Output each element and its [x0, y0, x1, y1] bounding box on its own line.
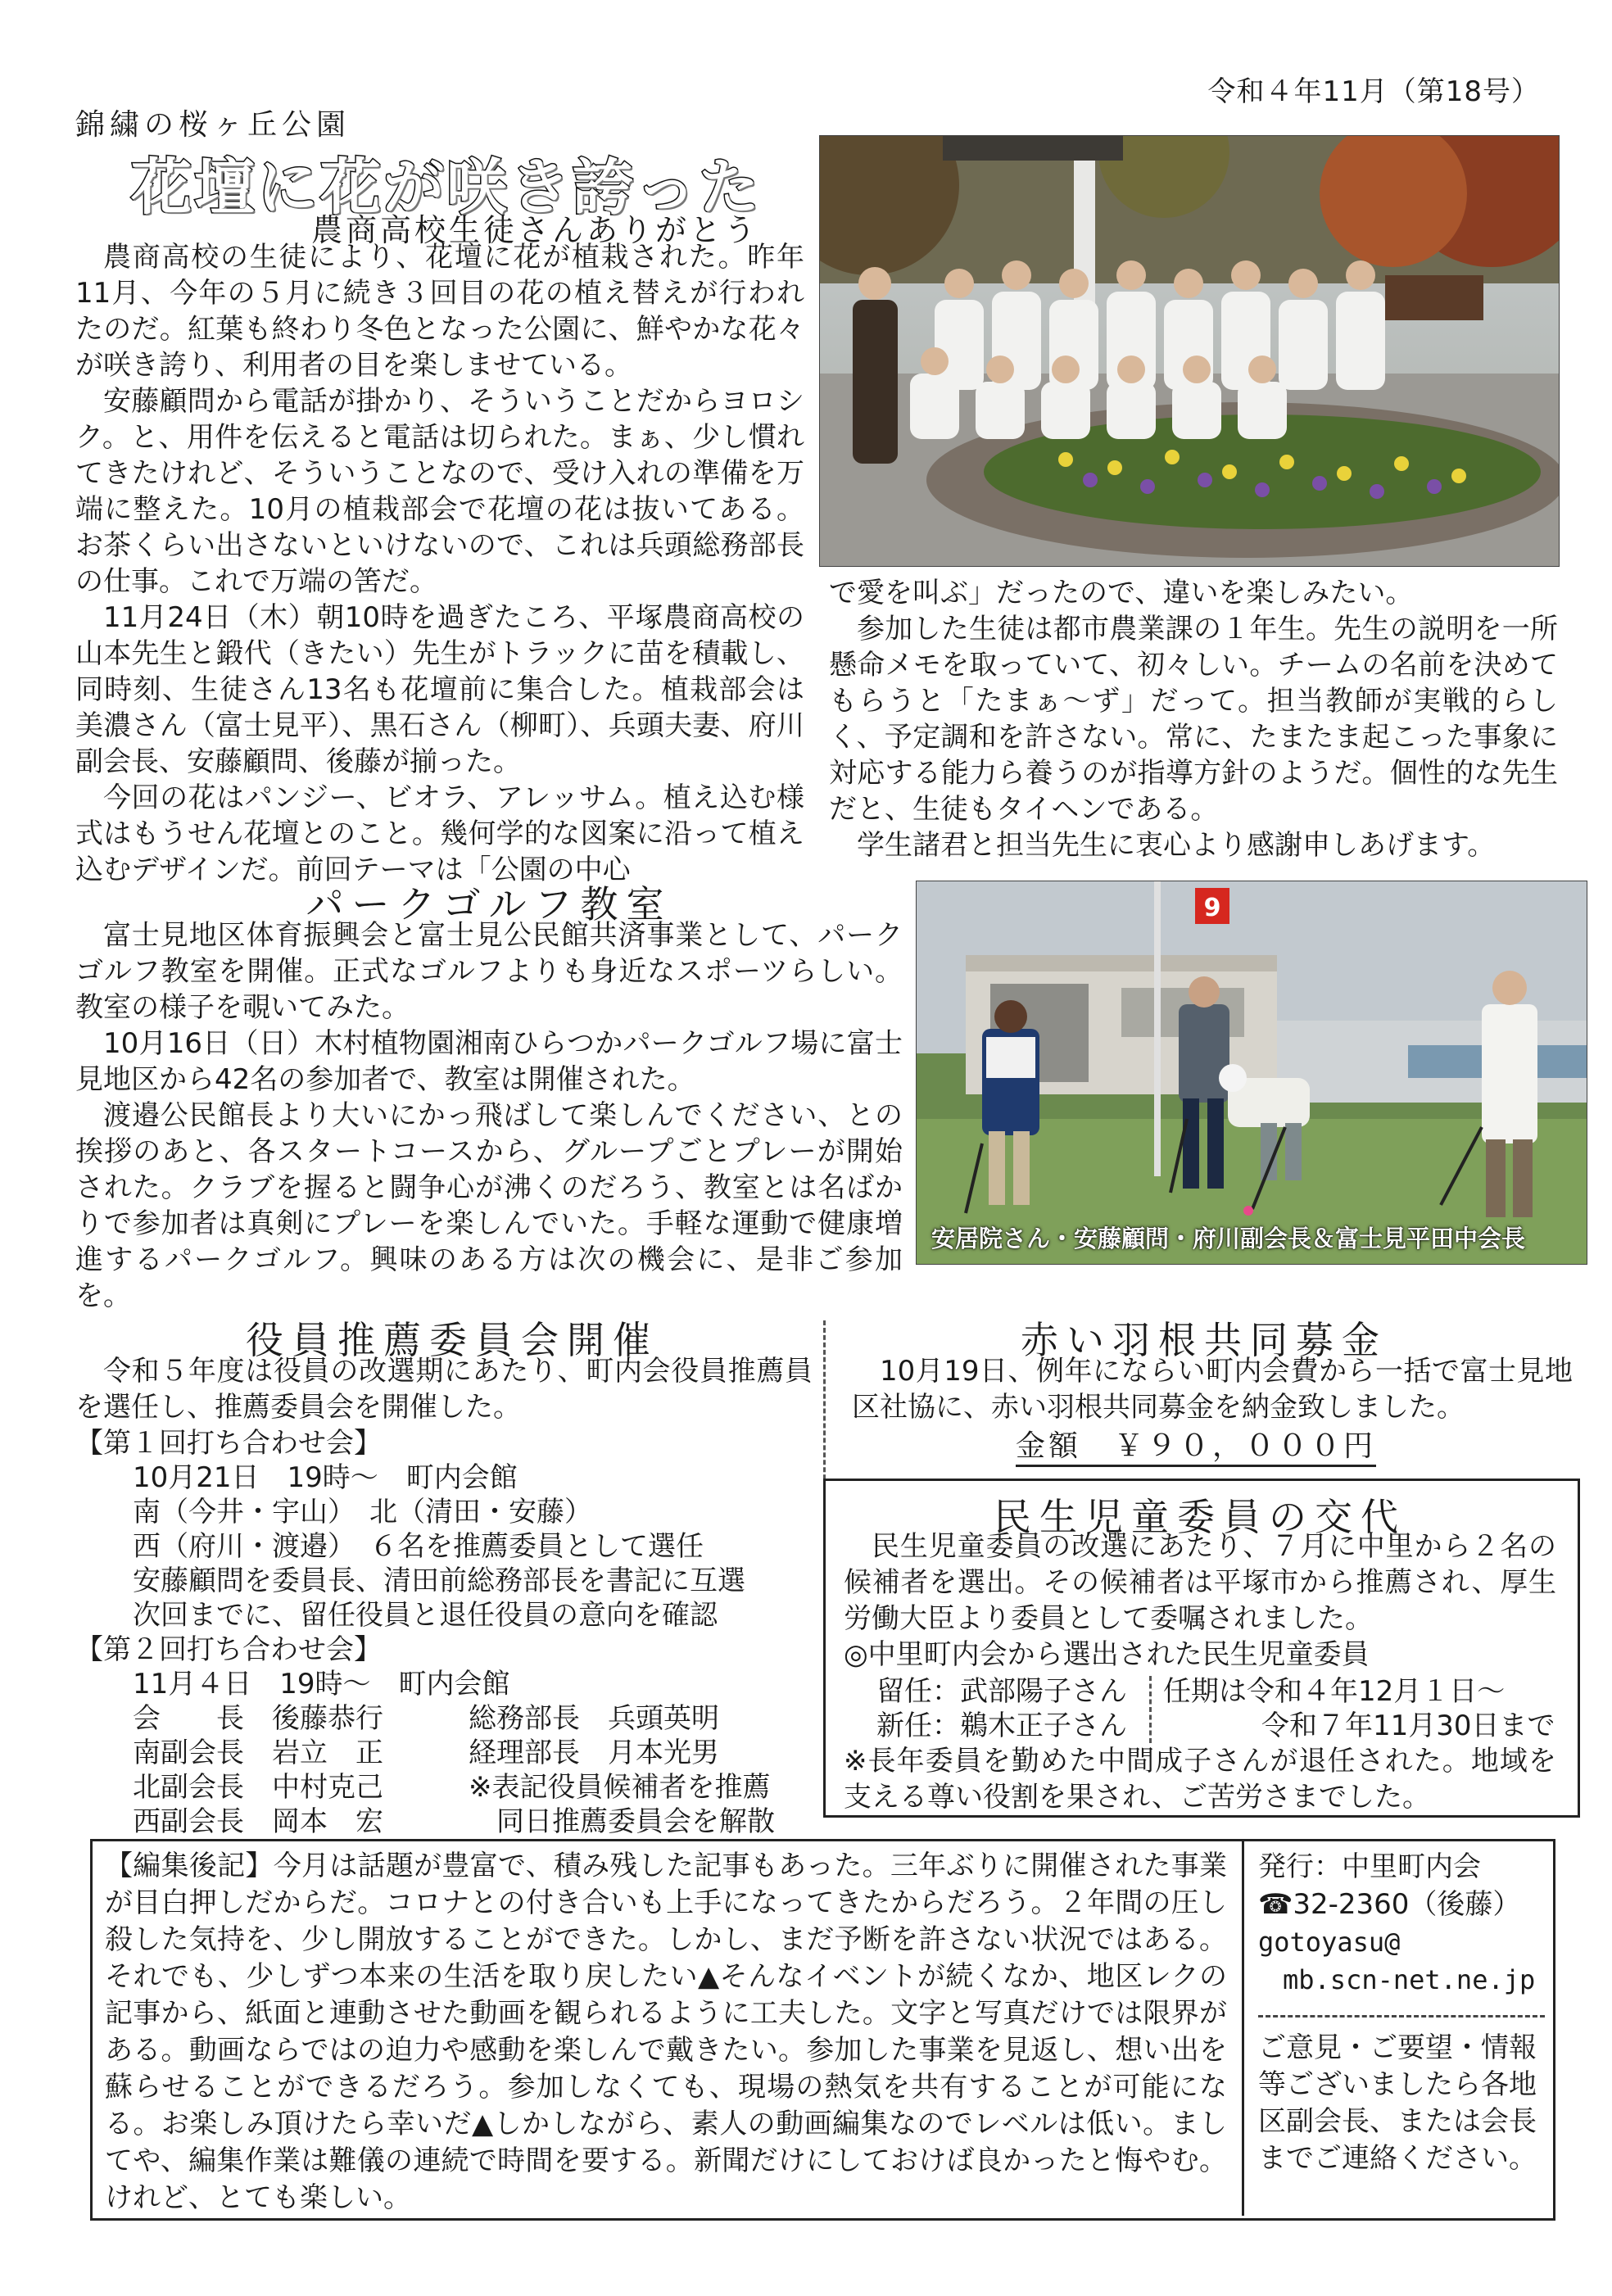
commissioner-retained: 留任：武部陽子さん	[876, 1675, 1127, 1708]
article1-paragraph: 今回の花はパンジー、ビオラ、アレッサム。植え込む様式はもうせん花壇とのこと。幾何学的な図案に沿って植え込むデザインだ。前回テーマは「公園の中心	[75, 781, 804, 886]
flag-number: 9	[1203, 894, 1221, 922]
commissioner-new: 新任：鵜木正子さん	[876, 1710, 1127, 1742]
article1-paragraph: 11月24日（木）朝10時を過ぎたころ、平塚農商高校の山本先生と鍛代（きたい）先生がトラックに苗を積載し、同時刻、生徒さん13名も花壇前に集合した。植栽部会は美濃さん（富士見平）、黒石さん（柳町）、兵頭夫妻、府川副会長、安藤顧問、後藤が揃った。	[75, 601, 804, 778]
term-info	[1163, 1674, 1564, 1743]
officer-entry: ※表記役員候補者を推薦	[469, 1771, 771, 1804]
article1-paragraph: 安藤顧問から電話が掛かり、そういうことだからヨロシク。と、用件を伝えると電話は切られた。まぁ、少し慣れてきたけれど、そういうことなので、受け入れの準備を万端に整えた。10月の植栽部会で花壇の花は抜いてある。お茶くらい出さないといけないので、これは兵頭総務部長の仕事。これで万端の筈だ。	[75, 385, 804, 598]
donation-amount: 金額 ￥９０，０００円	[1016, 1423, 1376, 1467]
park-golf-photo-graphic	[917, 881, 1587, 1264]
officers-left	[133, 1701, 485, 1839]
article3-title: 役員推薦委員会開催	[246, 1318, 659, 1362]
publisher-issuer: 発行：中里町内会	[1258, 1850, 1481, 1883]
flower-bed-photo	[819, 135, 1560, 567]
officer-entry: 西副会長 岡本 宏	[133, 1805, 383, 1838]
officer-entry: 同日推薦委員会を解散	[469, 1805, 775, 1838]
article3-intro-text: 令和５年度は役員の改選期にあたり、町内会役員推薦員を選任し、推薦委員会を開催した。	[75, 1355, 813, 1424]
park-golf-photo	[916, 881, 1587, 1265]
meeting2-line: 11月４日 19時～ 町内会館	[133, 1668, 510, 1700]
article2-title: パークゴルフ教室	[306, 882, 672, 926]
officer-entry: 南副会長 岩立 正	[133, 1737, 383, 1769]
article1-subhead: 農商高校生徒さんありがとう	[311, 212, 759, 248]
article4-column	[852, 1353, 1573, 1425]
article1-headline: 花壇に花が咲き誇った	[131, 152, 762, 223]
article1-kicker: 錦繍の桜ヶ丘公園	[75, 108, 351, 142]
article5-subheading: ◎中里町内会から選出された民生児童委員	[844, 1638, 1370, 1671]
officer-entry: 会 長 後藤恭行	[133, 1702, 383, 1735]
article1-left-column	[75, 239, 804, 888]
editorial-text: 今月は話題が豊富で、積み残した記事もあった。三年ぶりに開催された事業が目白押しだからだ。コロナとの付き合いも上手になってきたからだろう。２年間の圧し殺した気持を、少し開放することができた。しかし、まだ予断を許さない状況ではある。それでも、少しずつ本来の生活を取り戻したい▲そんなイベントが続くなか、地区レクの記事から、紙面と連動させた動画を観られるように工夫した。文字と写真だけでは限界がある。動画ならではの迫力や感動を楽しんで戴きたい。参加した事業を見返し、想い出を蘇らせることができるだろう。参加しなくても、現場の熱気を共有することが可能になる。お楽しみ頂けたら幸いだ▲しかしながら、素人の動画編集なのでレベルは低い。ましてや、編集作業は難儀の連続で時間を要する。新聞だけにしておけば良かったと悔やむ。けれど、とても楽しい。	[105, 1850, 1228, 2214]
park-golf-caption: 安居院さん・安藤顧問・府川副会長＆富士見平田中会長	[931, 1225, 1526, 1252]
meeting1-line: 西（府川・渡邉） ６名を推薦委員として選任	[133, 1530, 704, 1563]
publisher-email-line2: mb.scn-net.ne.jp	[1283, 1964, 1536, 1995]
article2-paragraph: 渡邉公民館長より大いにかっ飛ばして楽しんでください、との挨拶のあと、各スタートコースから、グループごとプレーが開始された。クラブを握ると闘争心が沸くのだろう、教室とは名ばかりで参加者は真剣にプレーを楽しんでいた。手軽な運動で健康増進するパークゴルフ。興味のある方は次の機会に、是非ご参加を。	[75, 1099, 903, 1312]
commissioners-list	[876, 1674, 1147, 1743]
publisher-phone: ☎32-2360（後藤）	[1258, 1888, 1521, 1921]
editorial-label: 【編集後記】	[105, 1850, 274, 1882]
meeting1-line: 安藤顧問を委員長、清田前総務部長を書記に互選	[133, 1565, 745, 1597]
term-end: 令和７年11月30日まで	[1261, 1710, 1555, 1742]
publisher-email-line1: gotoyasu@	[1258, 1927, 1401, 1958]
article1-paragraph: 農商高校の生徒により、花壇に花が植栽された。昨年11月、今年の５月に続き３回目の花の植え替えが行われたのだ。紅葉も終わり冬色となった公園に、鮮やかな花々が咲き誇り、利用者の目を楽しませている。	[75, 241, 804, 382]
officer-entry: 北副会長 中村克己	[133, 1771, 383, 1804]
article1-paragraph: 学生諸君と担当先生に衷心より感謝申しあげます。	[857, 829, 1496, 862]
article2-column	[75, 917, 903, 1314]
publisher-separator	[1258, 2015, 1545, 2017]
officer-entry: 総務部長 兵頭英明	[469, 1702, 719, 1735]
article5-text: 民生児童委員の改選にあたり、７月に中里から２名の候補者を選出。その候補者は平塚市から推薦され、厚生労働大臣より委員として委嘱されました。	[844, 1530, 1556, 1635]
meeting1-line: 南（今井・宇山） 北（清田・安藤）	[133, 1496, 592, 1528]
article1-paragraph: 参加した生徒は都市農業課の１年生。先生の説明を一所懸命メモを取っていて、初々しい。チームの名前を決めてもらうと「たまぁ～ず」だって。担当教師が実戦的らしく、予定調和を許さない。常に、たまたま起こった事象に対応する能力ら養うのが指導方針のようだ。個性的な先生だと、生徒もタイヘンである。	[829, 613, 1558, 826]
publisher-note: ご意見・ご要望・情報等ございましたら各地区副会長、または会長までご連絡ください。	[1258, 2031, 1537, 2175]
flower-bed-photo-graphic	[820, 136, 1559, 566]
meeting1-line: 10月21日 19時～ 町内会館	[133, 1461, 518, 1494]
article1-right-column	[829, 575, 1558, 863]
article4-title: 赤い羽根共同募金	[1021, 1318, 1388, 1362]
publisher-note-column	[1258, 2030, 1537, 2177]
article5-title: 民生児童委員の交代	[994, 1495, 1406, 1539]
meeting1-line: 次回までに、留任役員と退任役員の意向を確認	[133, 1599, 718, 1632]
donation-amount-wrap	[1016, 1423, 1376, 1467]
article3-meetings	[75, 1426, 829, 1701]
article1-paragraph: で愛を叫ぶ」だったので、違いを楽しみたい。	[829, 577, 1414, 609]
article4-text: 10月19日、例年にならい町内会費から一括で富士見地区社協に、赤い羽根共同募金を納金致しました。	[852, 1355, 1573, 1424]
editorial-column	[105, 1848, 1227, 2217]
article3-intro	[75, 1353, 813, 1425]
meeting1-heading: 【第１回打ち合わせ会】	[75, 1427, 382, 1460]
officers-right	[469, 1701, 829, 1839]
term-start: 任期は令和４年12月１日～	[1163, 1675, 1506, 1708]
footer-divider	[1242, 1841, 1244, 2216]
term-divider	[1149, 1676, 1152, 1743]
officer-entry: 経理部長 月本光男	[469, 1737, 719, 1769]
publisher-column	[1258, 1848, 1537, 1999]
article5-note: ※長年委員を勤めた中間成子さんが退任された。地域を支える尊い役割を果され、ご苦労さまでした。	[844, 1745, 1556, 1814]
article2-paragraph: 10月16日（日）木村植物園湘南ひらつかパークゴルフ場に富士見地区から42名の参加者で、教室は開催された。	[75, 1027, 903, 1096]
article5-column	[844, 1528, 1556, 1673]
meeting2-heading: 【第２回打ち合わせ会】	[75, 1633, 382, 1666]
issue-date: 令和４年11月（第18号）	[1207, 75, 1540, 108]
article5-note-column	[844, 1743, 1556, 1815]
article2-paragraph: 富士見地区体育振興会と富士見公民館共済事業として、パークゴルフ教室を開催。正式なゴルフよりも身近なスポーツらしい。教室の様子を覗いてみた。	[75, 919, 903, 1024]
